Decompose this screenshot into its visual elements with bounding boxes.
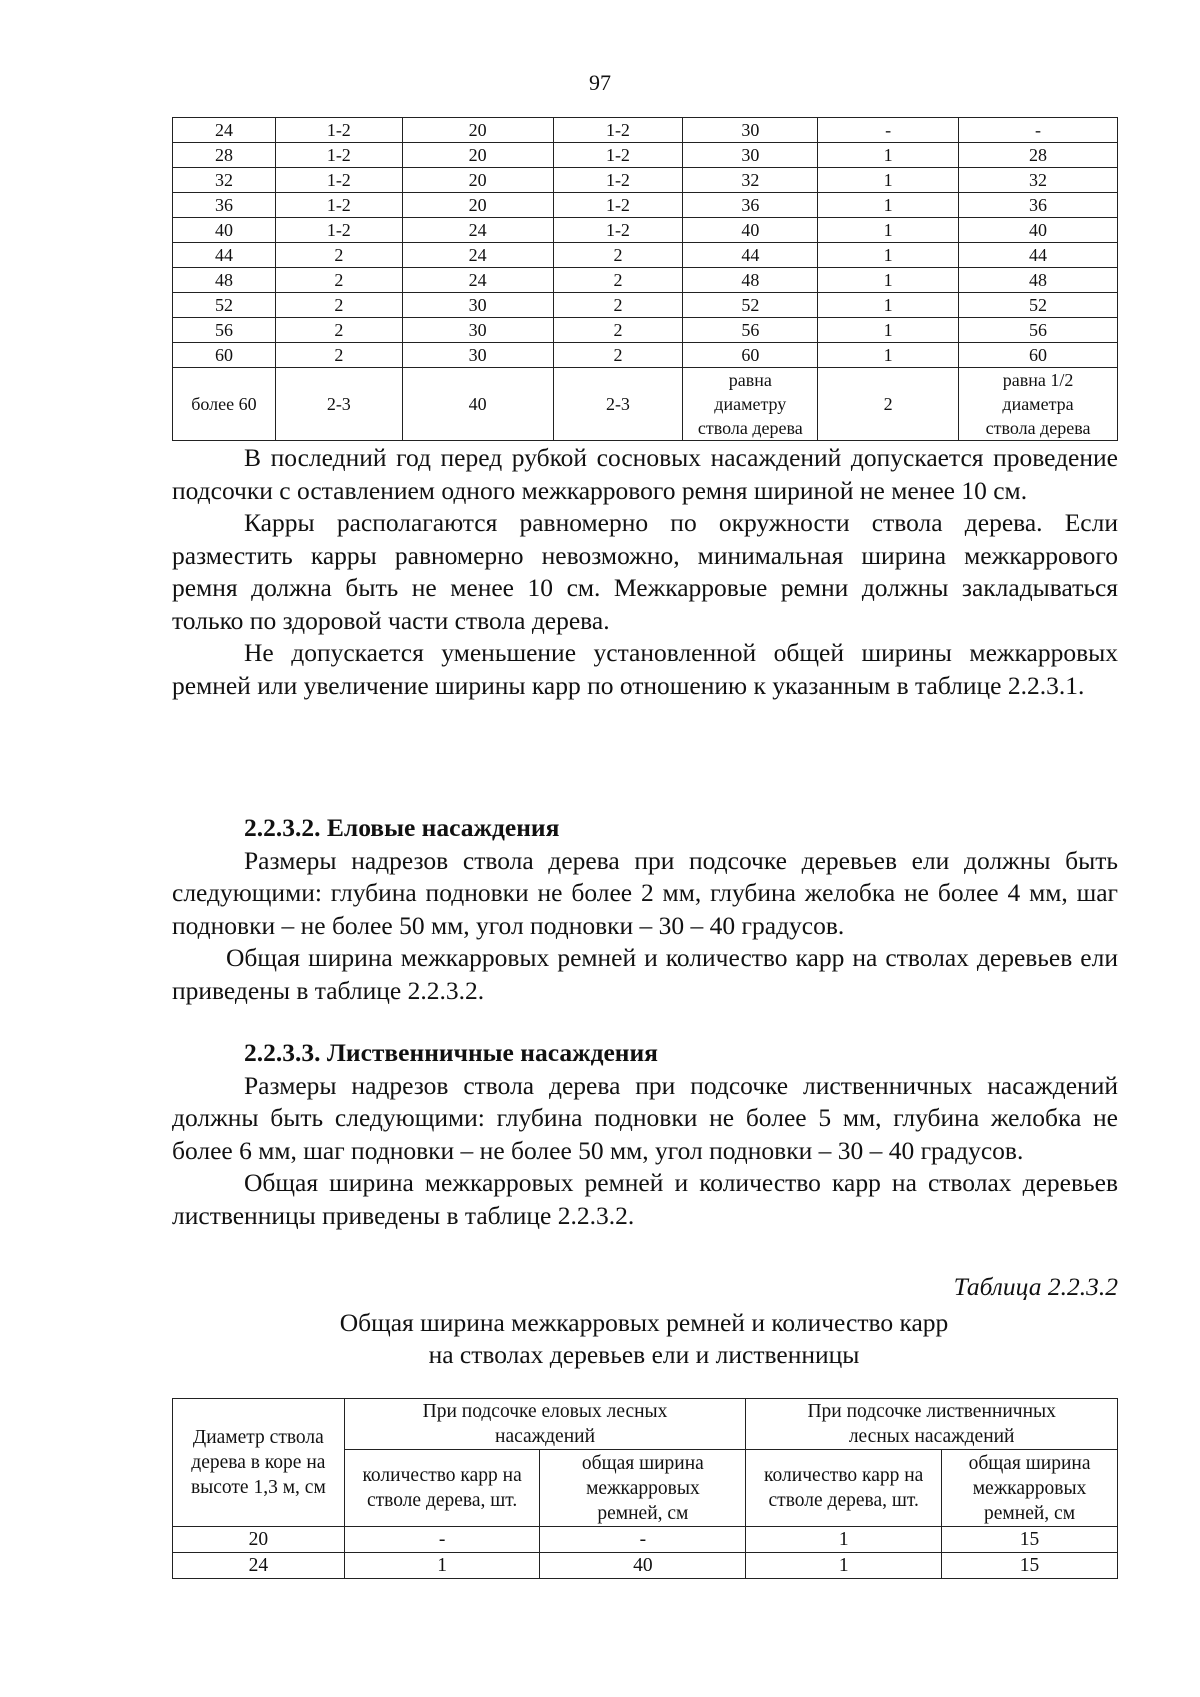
table-cell: 20 <box>402 168 553 193</box>
table-cell: 48 <box>173 268 276 293</box>
table-cell: 60 <box>173 343 276 368</box>
table-cell: 15 <box>942 1553 1118 1579</box>
table-cell: 48 <box>959 268 1118 293</box>
column-group-larch: При подсочке лиственничных лесных насаждений <box>746 1399 1118 1450</box>
table-cell: 60 <box>959 343 1118 368</box>
paragraph: В последний год перед рубкой сосновых насаждений допускается проведение подсочки с оставлением одного межкаррового ремня шириной не менее 10 см. <box>172 443 1118 505</box>
table-cell: - <box>959 118 1118 143</box>
table-cell: 1 <box>818 243 959 268</box>
table-cell: 24 <box>402 218 553 243</box>
paragraph: Размеры надрезов ствола дерева при подсочке деревьев ели должны быть следующими: глубина подновки не более 2 мм, глубина желобка не более 4 мм, шаг подновки – не более 50 мм, угол подновки – 30 – 40 градусов. <box>172 845 1118 940</box>
table-cell: 1 <box>818 218 959 243</box>
table-cell: 1-2 <box>553 118 683 143</box>
column-header-spruce-count: количество карр на стволе дерева, шт. <box>344 1450 540 1527</box>
section-heading: 2.2.3.3. Лиственничные насаждения <box>244 1038 658 1067</box>
table-row-last <box>173 368 1118 441</box>
table-cell: 30 <box>402 318 553 343</box>
table-title <box>116 1307 1172 1371</box>
table-cell: 2 <box>818 368 959 441</box>
table-cell: 24 <box>402 268 553 293</box>
table-cell: 1 <box>818 268 959 293</box>
table-cell: 1-2 <box>553 193 683 218</box>
column-header-larch-count: количество карр на стволе дерева, шт. <box>746 1450 942 1527</box>
table-cell: 32 <box>683 168 818 193</box>
table-cell: 2 <box>275 343 402 368</box>
table-cell: 1 <box>818 293 959 318</box>
table-cell: 2 <box>553 318 683 343</box>
table-cell: 48 <box>683 268 818 293</box>
table-cell: 1-2 <box>553 218 683 243</box>
section-heading: 2.2.3.2. Еловые насаждения <box>244 813 560 842</box>
table-cell: 2 <box>275 243 402 268</box>
table-cell: 2-3 <box>275 368 402 441</box>
table-cell: 44 <box>683 243 818 268</box>
table-cell: 15 <box>942 1527 1118 1553</box>
table-cell: 20 <box>402 143 553 168</box>
page-number: 97 <box>589 70 611 95</box>
table-cell: 2-3 <box>553 368 683 441</box>
table-cell: 20 <box>402 118 553 143</box>
table-2-2-3-1-continuation <box>172 117 1118 441</box>
table-cell: 1 <box>818 193 959 218</box>
table-row <box>173 343 1118 368</box>
paragraph: Размеры надрезов ствола дерева при подсочке лиственничных насаждений должны быть следующими: глубина подновки не более 5 мм, глубина желобка не более 6 мм, шаг подновки – не более 50 мм, угол подновки – 30 – 40 градусов. <box>172 1070 1118 1165</box>
table-cell: 30 <box>683 143 818 168</box>
table-row <box>173 218 1118 243</box>
table-cell: 30 <box>683 118 818 143</box>
table-cell: 20 <box>402 193 553 218</box>
cell-line: ствола дерева <box>985 418 1091 438</box>
table-cell: 28 <box>959 143 1118 168</box>
paragraph: Карры располагаются равномерно по окружности ствола дерева. Если разместить карры равномерно невозможно, минимальная ширина межкаррового ремня должна быть не менее 10 см. Межкарровые ремни должны закладываться только по здоровой части ствола дерева. <box>172 508 1118 635</box>
table-cell: 20 <box>173 1527 345 1553</box>
cell-line: ствола дерева <box>697 418 803 438</box>
table-cell: 56 <box>959 318 1118 343</box>
table-cell: 44 <box>959 243 1118 268</box>
table-cell: 1 <box>746 1553 942 1579</box>
table-cell: 24 <box>173 1553 345 1579</box>
table-cell: 40 <box>683 218 818 243</box>
table-cell: 1-2 <box>275 168 402 193</box>
section-spruce <box>172 812 1118 1007</box>
table-row <box>173 168 1118 193</box>
table-cell: 56 <box>683 318 818 343</box>
table-cell: 2 <box>553 243 683 268</box>
paragraph: Общая ширина межкарровых ремней и количество карр на стволах деревьев ели приведены в таблице 2.2.3.2. <box>172 943 1118 1005</box>
table-cell: 36 <box>959 193 1118 218</box>
table-cell: 60 <box>683 343 818 368</box>
table-cell: 24 <box>402 243 553 268</box>
table-cell: 1-2 <box>553 168 683 193</box>
table-cell: - <box>344 1527 540 1553</box>
table-cell: 1 <box>818 318 959 343</box>
table-body <box>173 1527 1118 1579</box>
table-body <box>173 118 1118 368</box>
column-header-larch-width: общая ширина межкарровых ремней, см <box>942 1450 1118 1527</box>
table-cell: 30 <box>402 293 553 318</box>
table-cell <box>683 368 818 441</box>
paragraph: Общая ширина межкарровых ремней и количество карр на стволах деревьев лиственницы приведены в таблице 2.2.3.2. <box>172 1168 1118 1230</box>
table-cell: 52 <box>959 293 1118 318</box>
column-group-spruce: При подсочке еловых лесных насаждений <box>344 1399 746 1450</box>
cell-line: диаметра <box>1002 394 1074 414</box>
table-cell: 2 <box>275 293 402 318</box>
table-cell: 28 <box>173 143 276 168</box>
table-cell: 32 <box>959 168 1118 193</box>
table-cell: 32 <box>173 168 276 193</box>
table-cell: 1-2 <box>275 118 402 143</box>
table-cell: 1 <box>818 343 959 368</box>
table-cell: 40 <box>959 218 1118 243</box>
table-cell: 40 <box>173 218 276 243</box>
table-cell: - <box>540 1527 746 1553</box>
table-title-line: на стволах деревьев ели и лиственницы <box>428 1340 860 1369</box>
table-cell: 1-2 <box>275 143 402 168</box>
table-cell: более 60 <box>173 368 276 441</box>
table-row <box>173 243 1118 268</box>
table-2-2-3-2 <box>172 1398 1118 1579</box>
table-header-row <box>173 1399 1118 1450</box>
table-title-line: Общая ширина межкарровых ремней и количество карр <box>339 1308 949 1337</box>
table-cell: 2 <box>553 268 683 293</box>
section-larch <box>172 1037 1118 1232</box>
cell-line: равна <box>728 370 772 390</box>
table-row <box>173 1553 1118 1579</box>
table-row <box>173 193 1118 218</box>
table-row <box>173 268 1118 293</box>
cell-line: диаметру <box>714 394 787 414</box>
table-cell: 40 <box>540 1553 746 1579</box>
table-cell: 1 <box>344 1553 540 1579</box>
table-cell <box>959 368 1118 441</box>
table-cell: 2 <box>553 343 683 368</box>
table-cell: 2 <box>553 293 683 318</box>
table-cell: 36 <box>173 193 276 218</box>
table-cell: 1 <box>818 143 959 168</box>
table-cell: 1 <box>818 168 959 193</box>
section-text-pine <box>172 442 1118 702</box>
table-cell: 56 <box>173 318 276 343</box>
table-cell: 1-2 <box>275 193 402 218</box>
table-cell: - <box>818 118 959 143</box>
table-cell: 52 <box>173 293 276 318</box>
table-row <box>173 1527 1118 1553</box>
table-cell: 1-2 <box>553 143 683 168</box>
table-cell: 36 <box>683 193 818 218</box>
table-row <box>173 143 1118 168</box>
paragraph: Не допускается уменьшение установленной общей ширины межкарровых ремней или увеличение ширины карр по отношению к указанным в таблице 2.2.3.1. <box>172 638 1118 700</box>
table-row <box>173 293 1118 318</box>
table-cell: 52 <box>683 293 818 318</box>
column-header-diameter: Диаметр ствола дерева в коре на высоте 1,3 м, см <box>173 1399 345 1527</box>
table-cell: 2 <box>275 268 402 293</box>
table-cell: 1 <box>746 1527 942 1553</box>
table-cell: 1-2 <box>275 218 402 243</box>
table-cell: 40 <box>402 368 553 441</box>
table-cell: 30 <box>402 343 553 368</box>
column-header-spruce-width: общая ширина межкарровых ремней, см <box>540 1450 746 1527</box>
table-cell: 44 <box>173 243 276 268</box>
table-cell: 2 <box>275 318 402 343</box>
table-row <box>173 118 1118 143</box>
table-row <box>173 318 1118 343</box>
cell-line: равна 1/2 <box>1002 370 1074 390</box>
table-label: Таблица 2.2.3.2 <box>953 1272 1118 1301</box>
table-cell: 24 <box>173 118 276 143</box>
